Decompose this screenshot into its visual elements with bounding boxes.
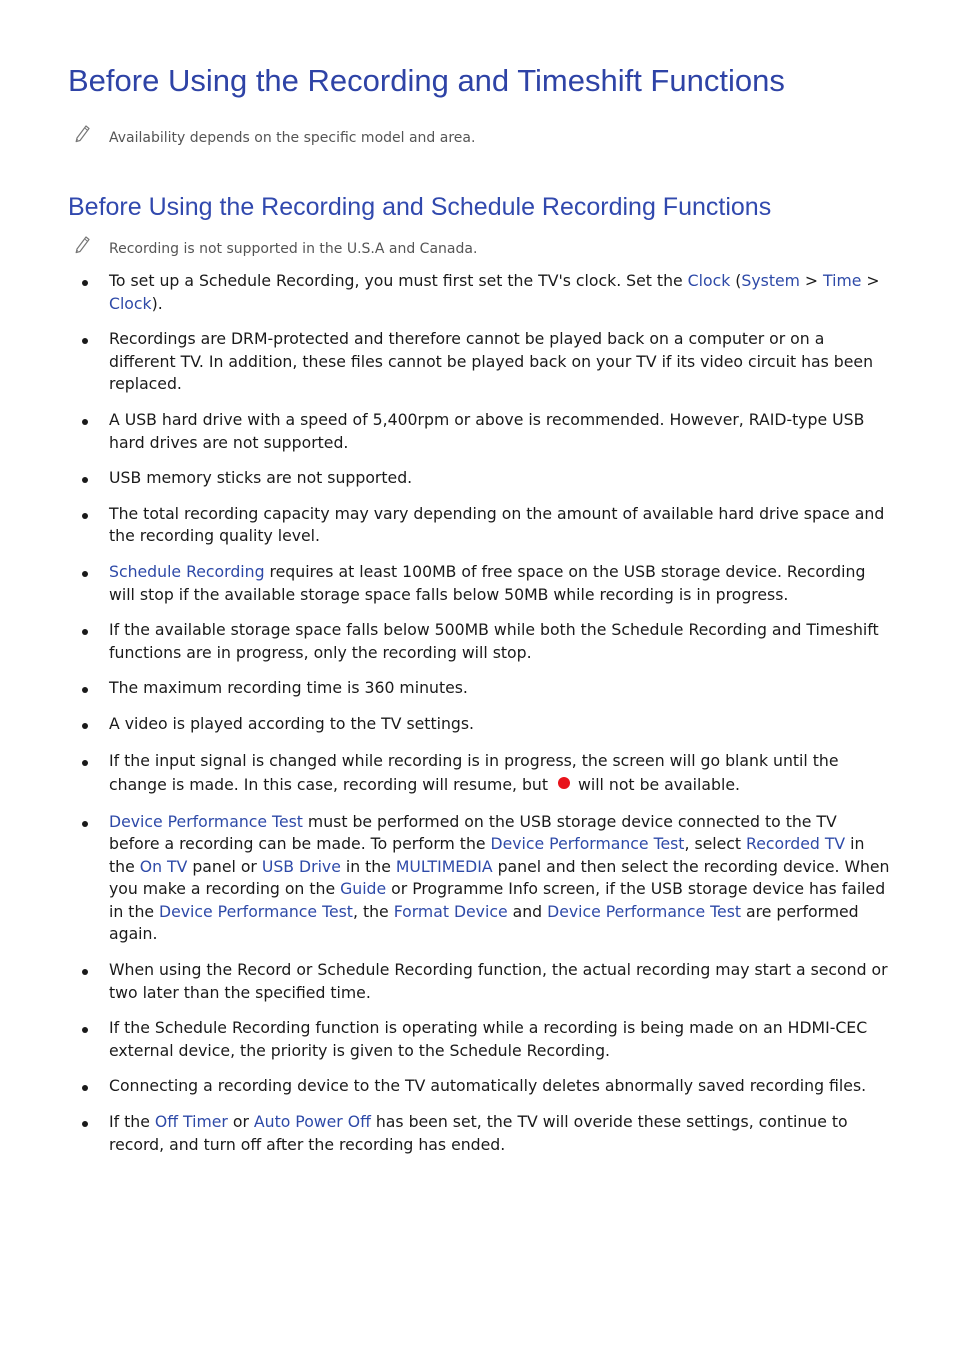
list-item: Schedule Recording requires at least 100MB of free space on the USB storage device. Recording will stop if the available storage space falls below 50MB while recording is in progress. [0, 561, 954, 606]
bullet-dot [82, 571, 88, 577]
auto-power-off-keyword: Auto Power Off [253, 1112, 371, 1132]
device-performance-test-keyword: Device Performance Test [490, 834, 685, 854]
device-performance-test-keyword: Device Performance Test [159, 901, 353, 921]
bullet-dot [82, 419, 88, 425]
list-item: USB memory sticks are not supported. [0, 467, 954, 490]
device-performance-test-keyword: Device Performance Test [109, 811, 303, 831]
bullet-dot [82, 760, 88, 766]
section-heading: Before Using the Recording and Schedule Recording Functions [68, 193, 772, 221]
list-item: A video is played according to the TV settings. [0, 713, 954, 736]
bullet-dot [82, 513, 88, 519]
clock-menu: Clock [109, 293, 152, 313]
bullet-dot [82, 629, 88, 635]
list-item: The total recording capacity may vary depending on the amount of available hard drive space and the recording quality level. [0, 503, 954, 548]
list-item: The maximum recording time is 360 minutes. [0, 677, 954, 700]
time-menu: Time [823, 271, 862, 290]
format-device-keyword: Format Device [393, 901, 508, 921]
on-tv-keyword: On TV [139, 856, 188, 876]
device-performance-test-keyword: Device Performance Test [547, 901, 742, 921]
list-item: To set up a Schedule Recording, you must first set the TV's clock. Set the Clock (System > Time > Clock). [0, 270, 954, 315]
bullet-dot [82, 477, 88, 483]
list-item: A USB hard drive with a speed of 5,400rpm or above is recommended. However, RAID-type USB hard drives are not supported. [0, 409, 954, 454]
record-dot-icon [558, 777, 570, 789]
pencil-icon [73, 122, 93, 144]
note-text: Recording is not supported in the U.S.A and Canada. [109, 241, 478, 257]
bullet-dot [82, 280, 88, 286]
list-item: Connecting a recording device to the TV automatically deletes abnormally saved recording files. [0, 1075, 954, 1098]
guide-keyword: Guide [340, 879, 387, 899]
bullet-dot [82, 821, 88, 827]
system-menu: System [741, 271, 800, 290]
recorded-tv-keyword: Recorded TV [746, 834, 846, 854]
list-item: If the available storage space falls below 500MB while both the Schedule Recording and Timeshift functions are in progress, only the recording will stop. [0, 619, 954, 664]
off-timer-keyword: Off Timer [154, 1112, 228, 1132]
bullet-dot [82, 1085, 88, 1091]
schedule-recording-keyword: Schedule Recording [109, 561, 265, 581]
bullet-dot [82, 1121, 88, 1127]
list-item: If the Off Timer or Auto Power Off has been set, the TV will overide these settings, continue to record, and turn off after the recording has ended. [0, 1111, 954, 1156]
list-item: If the input signal is changed while recording is in progress, the screen will go blank until the change is made. In this case, recording will resume, but will not be available. [0, 749, 954, 798]
clock-link: Clock [687, 271, 731, 290]
list-item: If the Schedule Recording function is operating while a recording is being made on an HDMI-CEC external device, the priority is given to the Schedule Recording. [0, 1017, 954, 1062]
list-item: Device Performance Test must be performed on the USB storage device connected to the TV before a recording can be made. To perform the Device Performance Test, select Recorded TV in the On TV panel or USB Drive in the MULTIMEDIA panel and then select the recording device. When you make a recording on the Guide or Programme Info screen, if the USB storage device has failed in the Device Performance Test, the Format Device and Device Performance Test are performed again. [0, 811, 954, 947]
pencil-icon [73, 233, 93, 255]
bullet-dot [82, 687, 88, 693]
usb-drive-keyword: USB Drive [261, 856, 341, 876]
bullet-dot [82, 338, 88, 344]
multimedia-keyword: MULTIMEDIA [395, 856, 493, 876]
bullet-dot [82, 969, 88, 975]
page-title: Before Using the Recording and Timeshift Functions [68, 63, 785, 98]
bullet-dot [82, 1027, 88, 1033]
list-item: Recordings are DRM-protected and therefore cannot be played back on a computer or on a different TV. In addition, these files cannot be played back on your TV if its video circuit has been replaced. [0, 328, 954, 396]
bullet-list [0, 270, 954, 1169]
bullet-dot [82, 723, 88, 729]
list-item: When using the Record or Schedule Recording function, the actual recording may start a second or two later than the specified time. [0, 959, 954, 1004]
note-text: Availability depends on the specific model and area. [109, 130, 476, 146]
